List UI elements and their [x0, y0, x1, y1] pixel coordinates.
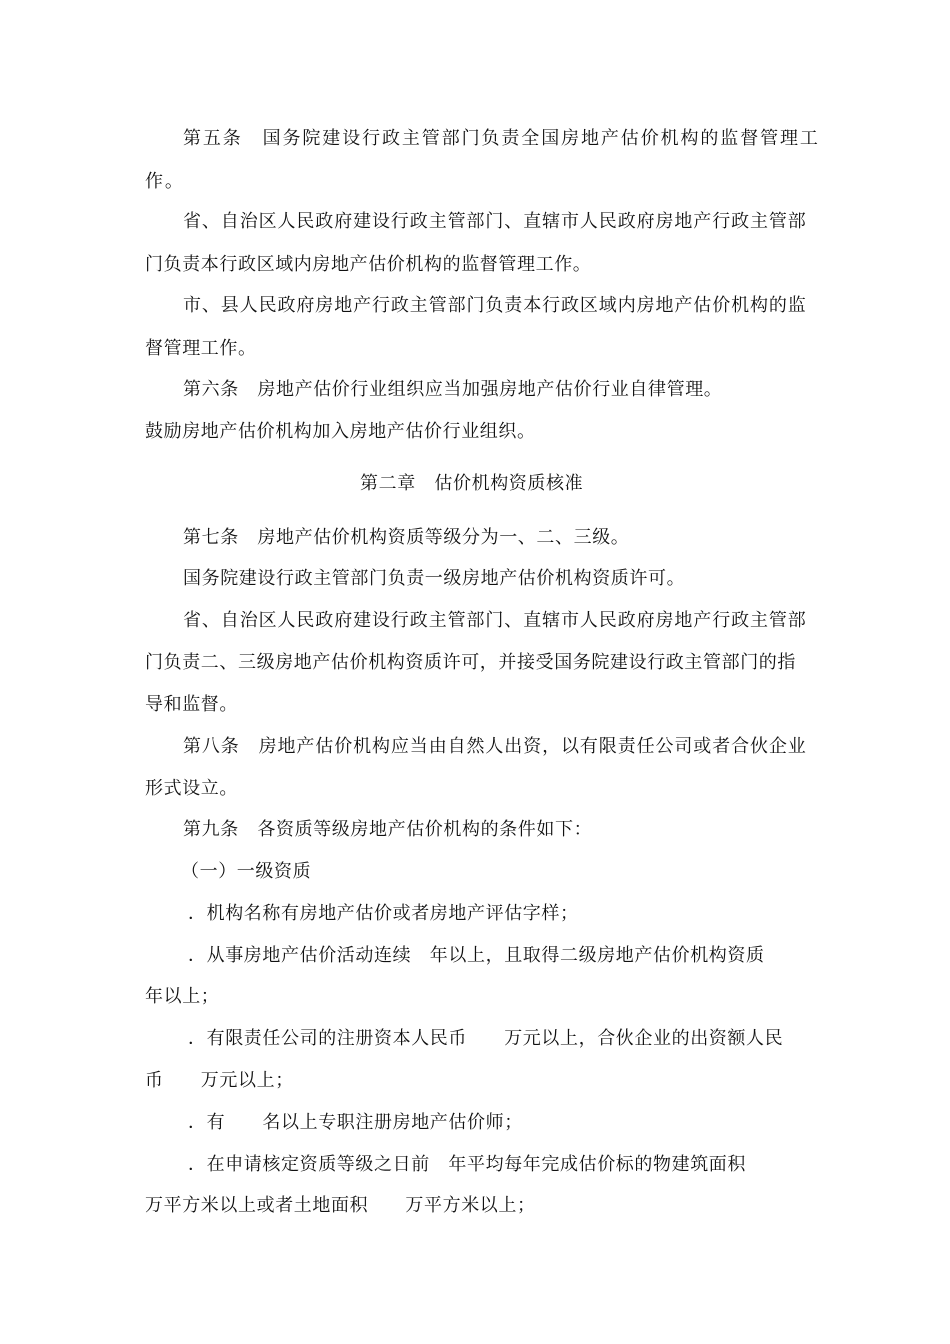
text-line: 门负责本行政区域内房地产估价机构的监督管理工作。 [145, 254, 592, 275]
text-line: 导和监督。 [145, 694, 238, 715]
text-line: 币 万元以上； [145, 1070, 294, 1091]
text-line: 市、县人民政府房地产行政主管部门负责本行政区域内房地产估价机构的监 [183, 295, 807, 316]
text-line: 第五条 国务院建设行政主管部门负责全国房地产估价机构的监督管理工 [183, 128, 820, 149]
list-item: ．机构名称有房地产估价或者房地产评估字样； [188, 903, 579, 924]
text-line: 第七条 房地产估价机构资质等级分为一、二、三级。 [183, 527, 630, 548]
text-line: 第九条 各资质等级房地产估价机构的条件如下： [183, 819, 593, 840]
list-item: ．从事房地产估价活动连续 年以上，且取得二级房地产估价机构资质 [188, 945, 765, 966]
list-item: ．有 名以上专职注册房地产估价师； [188, 1112, 523, 1133]
text-line: 作。 [145, 171, 185, 192]
text-line: 鼓励房地产估价机构加入房地产估价行业组织。 [145, 421, 536, 442]
text-line: 形式设立。 [145, 778, 238, 799]
text-line: 万平方米以上或者土地面积 万平方米以上； [145, 1195, 536, 1216]
text-line: 督管理工作。 [145, 338, 257, 359]
list-item: ．有限责任公司的注册资本人民币 万元以上，合伙企业的出资额人民 [188, 1028, 784, 1049]
chapter-heading: 第二章 估价机构资质核准 [360, 473, 584, 494]
text-line: 省、自治区人民政府建设行政主管部门、直辖市人民政府房地产行政主管部 [183, 211, 807, 232]
list-item: ．在申请核定资质等级之日前 年平均每年完成估价标的物建筑面积 [188, 1154, 746, 1175]
text-line: （一）一级资质 [181, 861, 312, 882]
text-line: 年以上； [145, 986, 220, 1007]
text-line: 第六条 房地产估价行业组织应当加强房地产估价行业自律管理。 [183, 379, 723, 400]
text-line: 第八条 房地产估价机构应当由自然人出资，以有限责任公司或者合伙企业 [183, 736, 807, 757]
text-line: 门负责二、三级房地产估价机构资质许可，并接受国务院建设行政主管部门的指 [145, 652, 796, 673]
text-line: 省、自治区人民政府建设行政主管部门、直辖市人民政府房地产行政主管部 [183, 610, 807, 631]
text-line: 国务院建设行政主管部门负责一级房地产估价机构资质许可。 [183, 568, 686, 589]
